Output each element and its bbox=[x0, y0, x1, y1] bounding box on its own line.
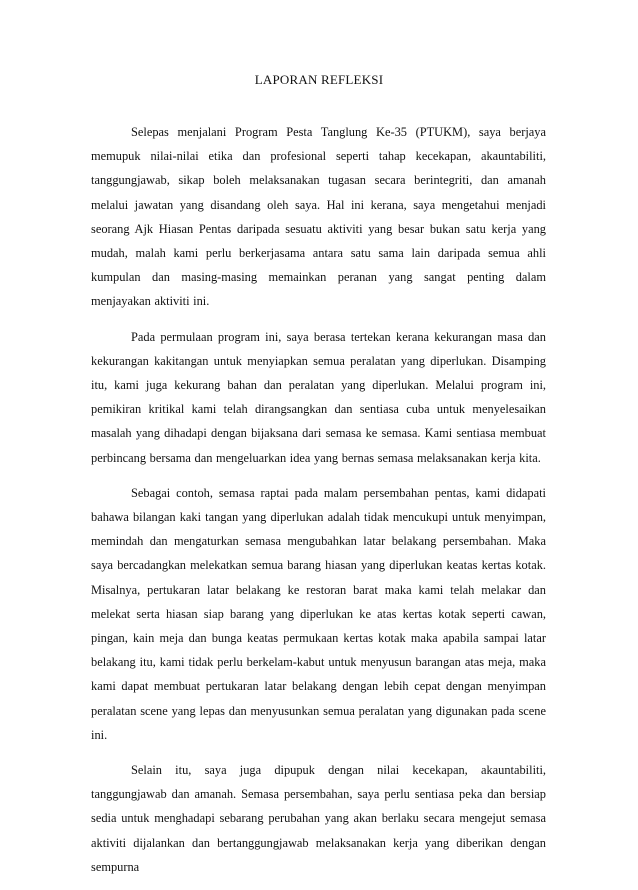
paragraph-2: Pada permulaan program ini, saya berasa tertekan kerana kekurangan masa dan kekurangan kakitangan untuk menyiapkan semua peralatan yang diperlukan. Disamping itu, kami juga kekurang bahan dan peralatan yang diperlukan. Melalui program ini, pemikiran kritikal kami telah dirangsangkan dan sentiasa cuba untuk menyelesaikan masalah yang dihadapi dengan bijaksana dari semasa ke semasa. Kami sentiasa membuat perbincang bersama dan mengeluarkan idea yang bernas semasa melaksanakan kerja kita. bbox=[91, 329, 546, 465]
document-title: LAPORAN REFLEKSI bbox=[254, 72, 384, 87]
paragraph-3: Sebagai contoh, semasa raptai pada malam persembahan pentas, kami didapati bahawa bilangan kaki tangan yang diperlukan adalah tidak mencukupi untuk menyimpan, memindah dan mengaturkan semasa mengubahkan latar belakang persembahan. Maka saya bercadangkan melekatkan semua barang hiasan yang diperlukan keatas kertas kotak. Misalnya, pertukaran latar belakang ke restoran barat maka kami telah melakar dan melekat serta hiasan siap barang yang diperlukan ke atas kertas kotak seperti cawan, pingan, kain meja dan bunga keatas permukaan kertas kotak maka apabila sampai latar belakang itu, kami tidak perlu berkelam-kabut untuk menyusun barangan atas meja, maka kami dapat membuat pertukaran latar belakang dengan lebih cepat dengan menyimpan peralatan scene yang lepas dan menyusunkan semua peralatan yang digunakan pada scene ini. bbox=[91, 485, 546, 742]
document-body bbox=[91, 120, 546, 890]
paragraph-1: Selepas menjalani Program Pesta Tanglung Ke-35 (PTUKM), saya berjaya memupuk nilai-nilai etika dan profesional seperti tahap kecekapan, akauntabiliti, tanggungjawab, sikap boleh melaksanakan tugasan secara berintegriti, dan amanah melalui jawatan yang disandang oleh saya. Hal ini kerana, saya mengetahui menjadi seorang Ajk Hiasan Pentas daripada sesuatu aktiviti yang besar bukan satu kerja yang mudah, malah kami perlu berkerjasama antara satu sama lain daripada semua ahli kumpulan dan masing-masing memainkan peranan yang sangat penting dalam menjayakan aktiviti ini. bbox=[91, 125, 546, 309]
paragraph-4: Selain itu, saya juga dipupuk dengan nilai kecekapan, akauntabiliti, tanggungjawab dan amanah. Semasa persembahan, saya perlu sentiasa peka dan bersiap sedia untuk menghadapi sebarang perubahan yang akan berlaku secara mengejut semasa aktiviti dijalankan dan bertanggungjawab melaksanakan kerja yang diberikan dengan sempurna bbox=[91, 763, 546, 874]
